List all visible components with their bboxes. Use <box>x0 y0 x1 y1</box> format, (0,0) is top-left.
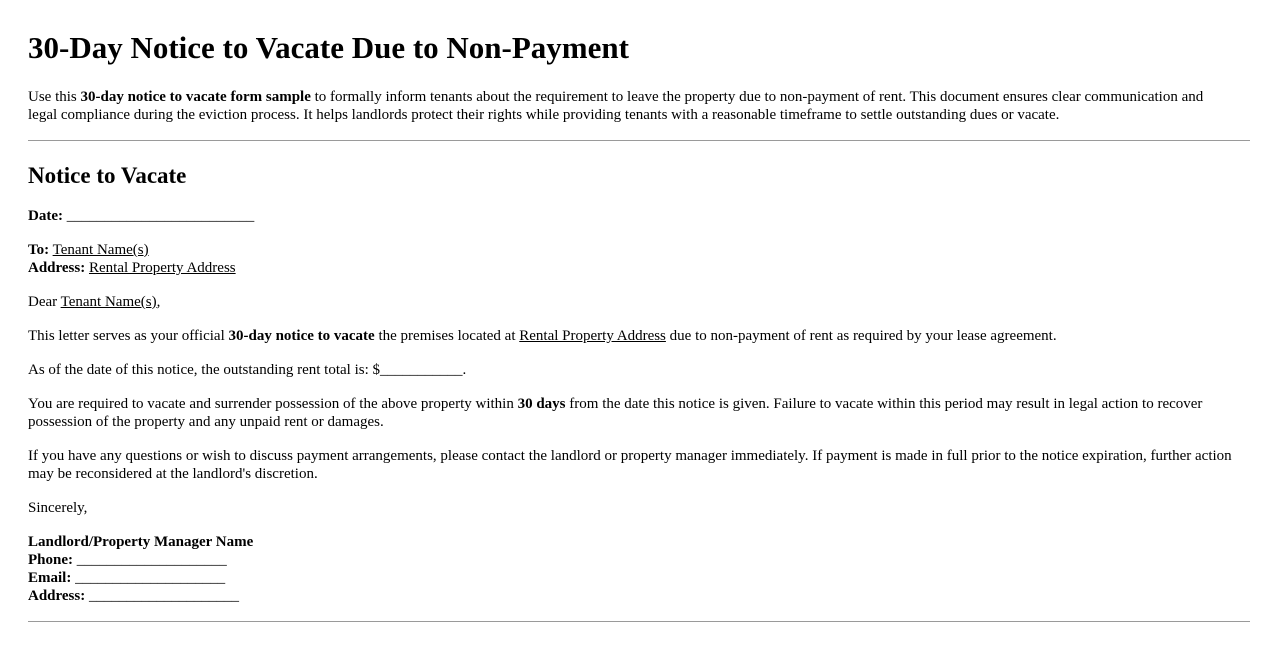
date-line <box>28 207 1250 225</box>
para1-bold: 30-day notice to vacate <box>228 328 375 344</box>
bottom-divider <box>28 621 1250 622</box>
tenant-name-field: Tenant Name(s) <box>52 242 149 258</box>
closing: Sincerely, <box>28 500 88 516</box>
phone-label: Phone: <box>28 552 73 568</box>
intro-bold-text: 30-day notice to vacate form sample <box>80 89 311 105</box>
signature-address-label: Address: <box>28 588 86 604</box>
top-divider <box>28 140 1250 141</box>
para3-bold: 30 days <box>517 396 566 412</box>
salutation <box>28 293 1250 311</box>
salutation-tenant-name: Tenant Name(s) <box>60 294 157 310</box>
notice-paragraph-2: As of the date of this notice, the outstanding rent total is: $___________. <box>28 362 467 378</box>
to-label: To: <box>28 242 50 258</box>
dear-prefix: Dear <box>28 294 61 310</box>
email-label: Email: <box>28 570 72 586</box>
notice-heading: Notice to Vacate <box>28 163 187 188</box>
para1-after: due to non-payment of rent as required by your lease agreement. <box>665 328 1057 344</box>
date-blank: _________________________ <box>62 208 255 224</box>
intro-text-after: to formally inform tenants about the requirement to leave the property due to non-payment of rent. This document ensures clear communication and legal compliance during the eviction process. It helps landlords protect their rights while providing tenants with a reasonable timeframe to settle outstanding dues or vacate. <box>28 89 1204 123</box>
page-title: 30-Day Notice to Vacate Due to Non-Payment <box>28 30 629 65</box>
date-label: Date: <box>28 208 63 224</box>
dear-suffix: , <box>156 294 161 310</box>
email-blank: ____________________ <box>71 570 226 586</box>
address-label: Address: <box>28 260 86 276</box>
signature-name: Landlord/Property Manager Name <box>28 534 254 550</box>
notice-paragraph-1 <box>28 327 1250 345</box>
intro-paragraph <box>28 88 1250 124</box>
para3-before: You are required to vacate and surrender possession of the above property within <box>28 396 518 412</box>
signature-address-blank: ____________________ <box>85 588 239 604</box>
para1-mid: the premises located at <box>374 328 520 344</box>
notice-paragraph-4: If you have any questions or wish to discuss payment arrangements, please contact the landlord or property manager immediately. If payment is made in full prior to the notice expiration, further action may be reconsidered at the landlord's discretion. <box>28 448 1232 482</box>
recipient-block <box>28 241 1250 277</box>
intro-text-before: Use this <box>28 89 81 105</box>
para3-after: from the date this notice is given. Failure to vacate within this period may result in legal action to recover possession of the property and any unpaid rent or damages. <box>28 396 1203 430</box>
phone-blank: ____________________ <box>73 552 227 568</box>
notice-paragraph-3 <box>28 395 1250 431</box>
para1-before: This letter serves as your official <box>28 328 229 344</box>
para1-property-address: Rental Property Address <box>519 328 666 344</box>
signature-block <box>28 533 1250 605</box>
rental-address-field: Rental Property Address <box>88 260 236 276</box>
